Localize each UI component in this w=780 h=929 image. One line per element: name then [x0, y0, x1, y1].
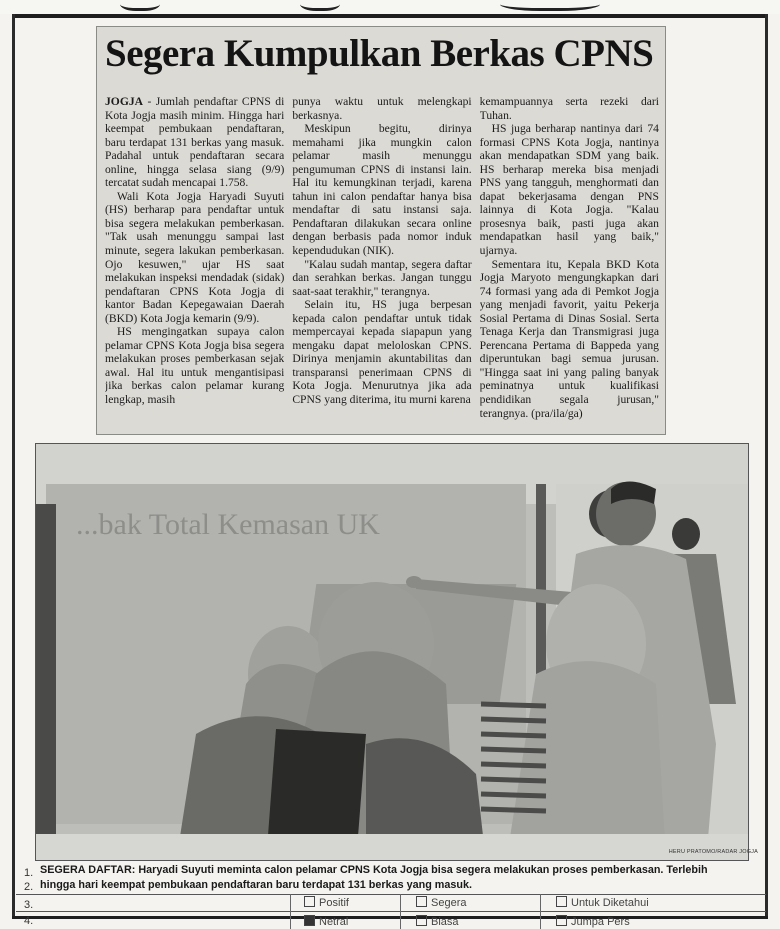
checkbox-biasa[interactable]: Biasa [416, 915, 459, 928]
article-dateline: JOGJA [105, 95, 144, 108]
checkbox-positif[interactable]: Positif [304, 896, 349, 909]
article-column-1 [105, 95, 284, 435]
article-paragraph: punya waktu untuk melengkapi berkasnya. [292, 95, 472, 122]
handwriting-mark [300, 0, 340, 11]
form-numbers [24, 866, 33, 928]
form-number: 1. [24, 867, 34, 879]
article-paragraph: HS juga berharap nantinya dari 74 formasi CPNS Kota Jogja, nantinya akan mendapatkan SDM yang baik. HS berharap mereka bisa menjadi PNS yang tangguh, menghormati dan dapat bekerjasama dengan PNS lainnya di Kota Jogja. "Kalau prosesnya baik, pasti juga akan mendapatkan hasil yang baik," ujarnya. [479, 122, 659, 258]
article-headline: Segera Kumpulkan Berkas CPNS [105, 32, 654, 75]
form-number: 2. [24, 881, 34, 893]
photo-illustration [36, 444, 749, 861]
checkbox-jumpa-pers[interactable]: Jumpa Pers [556, 915, 630, 928]
handwriting-mark [120, 0, 160, 11]
checkbox-square [416, 896, 427, 907]
news-photo [35, 443, 749, 861]
form-divider [540, 894, 541, 929]
article-columns [105, 95, 659, 435]
article-paragraph: "Kalau sudah mantap, segera daftar dan serahkan berkas. Jangan tunggu saat-saat terakhir," terangnya. [292, 257, 472, 298]
form-rule [16, 911, 766, 912]
form-number: 3. [24, 899, 34, 911]
checkbox-square [556, 896, 567, 907]
article-column-3 [480, 95, 659, 435]
form-divider [290, 894, 291, 929]
article-column-2 [292, 95, 471, 435]
frame-border-right [765, 14, 768, 919]
form-number: 4. [24, 915, 34, 927]
article-clipping [96, 26, 666, 435]
checkbox-square-checked [304, 915, 315, 926]
article-paragraph: HS mengingatkan supaya calon pelamar CPNS Kota Jogja bisa segera melakukan proses pemberkasan sejak awal. Hal itu untuk mengantisipasi jika berkas calon pelamar kurang lengkap, masih [105, 325, 285, 407]
article-paragraph: Selain itu, HS juga berpesan kepada calon pendaftar untuk tidak mempercayai kepada siapapun yang mengaku dapat meloloskan CPNS. Dirinya menjamin akuntabilitas dan transparansi penerimaan CPNS di Kota Jogja. Menurutnya jika ada CPNS yang diterima, itu murni karena [292, 298, 472, 407]
frame-border-left [12, 14, 15, 919]
frame-border-top [12, 14, 768, 18]
caption-lead: SEGERA DAFTAR: [40, 864, 136, 876]
checkbox-untuk-diketahui[interactable]: Untuk Diketahui [556, 896, 649, 909]
article-paragraph: Meskipun begitu, dirinya memahami jika mungkin calon pelamar masih menunggu pengumuman CPNS di instansi lain. Hal itu kemungkinan terjadi, karena tahun ini calon pendaftar hanya bisa mendaftar di satu instansi saja. Pendaftaran dilakukan secara online dengan berbasis pada nomor induk kependudukan (NIK). [292, 122, 472, 258]
checkbox-segera[interactable]: Segera [416, 896, 466, 909]
form-rule [16, 894, 766, 895]
photo-banner-text: ...bak Total Kemasan UK [76, 508, 380, 541]
photo-caption [40, 863, 745, 892]
top-margin-strip [0, 0, 780, 14]
article-paragraph: kemampuannya serta rezeki dari Tuhan. [479, 95, 659, 122]
article-paragraph: Wali Kota Jogja Haryadi Suyuti (HS) berharap para pendaftar untuk bisa segera melakukan pemberkasan. "Tak usah menunggu sampai last minute, segera lakukan pemberkasan. Ojo kesuwen," ujar HS saat melakukan inspeksi mendadak (sidak) pendaftaran CPNS Kota Jogja di kantor Badan Kepegawaian Daerah (BKD) Kota Jogja kemarin (9/9). [105, 189, 285, 325]
handwriting-mark [500, 0, 600, 11]
frame-border-bottom [12, 916, 768, 919]
photo-credit: HERU PRATOMO/RADAR JOGJA [668, 849, 758, 855]
article-paragraph: Sementara itu, Kepala BKD Kota Jogja Maryoto mengungkapkan dari 74 formasi yang ada di Pemkot Jogja yang menjadi favorit, yaitu Pekerja Sosial Pertama di Dinas Sosial. Serta Tenaga Kerja dan Transmigrasi juga Perencana Pertama di Bappeda yang diperuntukan bagi semua jurusan. "Hingga saat ini yang paling banyak peminatnya untuk kualifikasi pendidikan segala jurusan," terangnya. (pra/ila/ga) [479, 257, 659, 420]
checkbox-netral[interactable]: Netral [304, 915, 348, 928]
checkbox-square [416, 915, 427, 926]
checkbox-square [304, 896, 315, 907]
article-paragraph: JOGJA - Jumlah pendaftar CPNS di Kota Jogja masih minim. Hingga hari keempat pembukaan pendaftaran, baru terdapat 131 berkas yang masuk. Padahal untuk pendaftaran secara online, hingga selasa siang (9/9) tercatat sudah mencapai 1.758. [105, 95, 285, 190]
checkbox-square [556, 915, 567, 926]
caption-text: Haryadi Suyuti meminta calon pelamar CPNS Kota Jogja bisa segera melakukan proses pemberkasan. Terlebih hingga hari keempat pembukaan pendaftaran baru terdapat 131 berkas yang masuk. [40, 864, 708, 891]
form-divider [400, 894, 401, 929]
